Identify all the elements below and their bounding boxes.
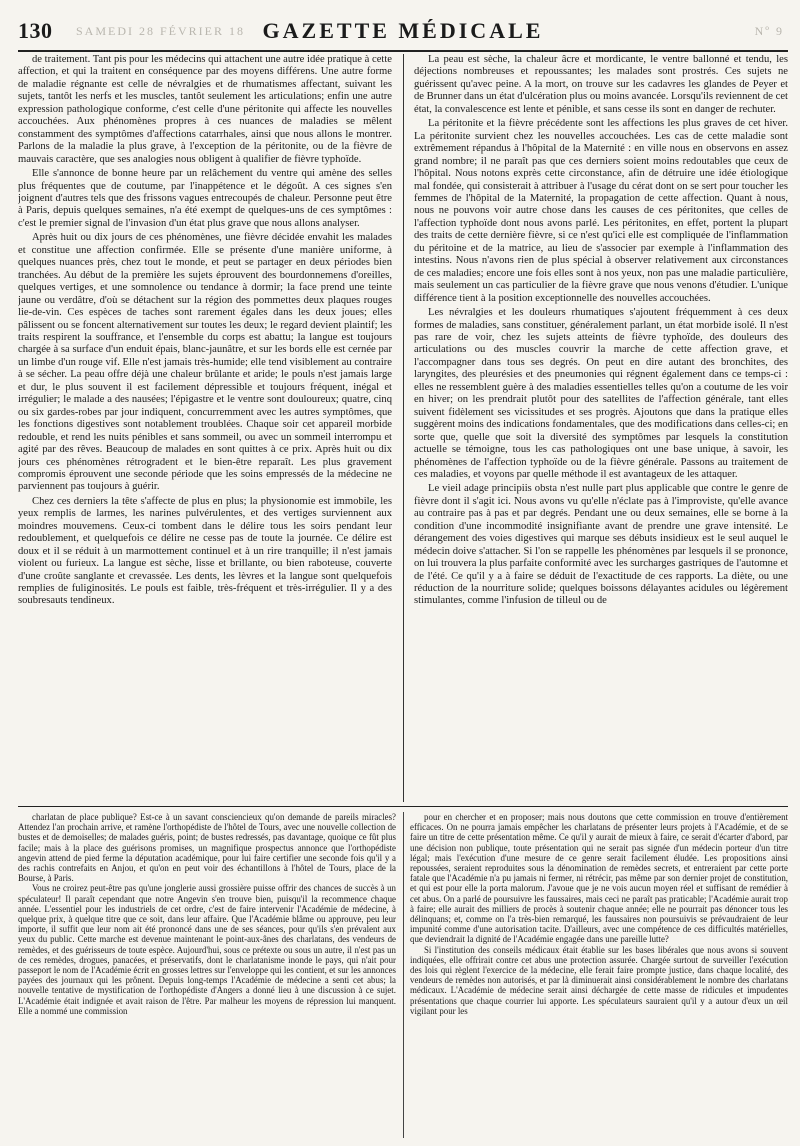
paragraph: Le vieil adage principiis obsta n'est nulle part plus applicable que contre le genre de fièvre dont il s'agit ici. Nous avons vu qu'elle n'éclate pas à l'improviste, qu'elle avance au contraire pas à pas et par degrés. Pendant une ou deux semaines, elle se borne à la condition d'une incommodité insignifiante avant de prendre une grave intensité. Le dérangement des voies digestives qui marque ses débuts insidieux est le seul auquel le médecin doive s'attacher. Si l'on se rappelle les phénomènes par lesquels il se prononce, on lui trouvera la plus parfaite conformité avec les surcharges gastriques de l'automne et de l'été. Ce qu'il y a à faire se déduit de l'exactitude de ces rapports. La diète, ou une réduction de la nourriture solide; quelques boissons délayantes acidules ou légèrement stimulantes, comme l'infusion de tilleul ou de [414, 483, 788, 607]
paragraph: Si l'institution des conseils médicaux était établie sur les bases libérales que nous avons si souvent indiquées, elle offrirait contre cet abus une protection assurée. Chargée surtout de surveiller l'exécution des lois qui règlent l'exercice de la médecine, elle ferait faire prompte justice, dans chaque localité, des vendeurs de remèdes non autorisés, et par là diminuerait ainsi considérablement le nombre des charlatans médicaux. L'Académie de médecine serait ainsi déchargée de cette masse de ridicules et impudentes présentations que chaque courrier lui apporte. Les spéculateurs sauraient qu'il y a autour d'eux un œil vigilant pour les [410, 944, 788, 1016]
paragraph: Après huit ou dix jours de ces phénomènes, une fièvre décidée envahit les malades et constitue une affection confirmée. Elle se présente d'une manière uniforme, à quelques nuances près, chez tout le monde, et peut se partager en deux périodes bien tranchées. Au début de la première les sujets éprouvent des bourdonnemens d'oreilles, quelques vertiges, et une somnolence ou tendance à dormir; la face prend une teinte jaune ou verdâtre, d'où se détachent sur la région des pommettes deux plaques rouges lie-de-vin. Ces espèces de taches sont rarement égales dans les deux joues; elles pâlissent ou se foncent alternativement sur toutes les deux; le regard devient plaintif; les traits respirent la souffrance, et l'ensemble du corps est abattu; la langue est toujours chargée à sa surface d'un enduit épais, blanc-jaunâtre, et sur les bords elle est cernée par un limbe d'un rouge vif. Elle n'est jamais très-humide; elle tend visiblement au contraire à se sécher. La peau offre déjà une chaleur brûlante et aride; le pouls n'est jamais large et dur, le plus souvent il est facilement dépressible et toujours fréquent, inégal et irrégulier; le malade a des nausées; l'épigastre et le ventre sont douloureux; quatre, cinq ou six gardes-robes par jour indiquent, concurremment avec les autres symptômes, que les fonctions digestives sont notablement troublées. Chaque soir cet appareil morbide redouble, et rend les nuits pénibles et sans sommeil, ou avec un sommeil interrompu et agité par des rêves. Beaucoup de malades en sont quittes à ce prix. Après huit ou dix jours ces phénomènes rétrogradent et le bien-être reparaît. Les plus gravement compromis éprouvent une seconde période que les soins empressés de la médecine ne parviennent pas toujours à guérir. [18, 232, 392, 493]
article-left-column [18, 54, 392, 802]
journal-title: GAZETTE MÉDICALE [262, 18, 544, 43]
page-header [18, 14, 788, 52]
page-number: 130 [18, 18, 53, 43]
article-right-column [414, 54, 788, 802]
paragraph: charlatan de place publique? Est-ce à un savant consciencieux qu'on demande de pareils miracles? Attendez l'an prochain arrive, et ramène l'orthopédiste de l'hôtel de Tours, avec une nouvelle collection de bustes et de demoiselles; de malades guéris, point; de bustes redressés, pas davantage, quoique ce fût plus facile; mais à la place des guérisons promises, un magnifique prospectus annonce que l'orthopédiste angevin attend de pied ferme la députation académique, pour lui faire certifier une seconde fois qu'il y a des rachis contrefaits en Anjou, et qu'on en peut voir des échantillons à l'hôtel de Tours, place de la Bourse, à Paris. [18, 812, 396, 884]
paragraph: Elle s'annonce de bonne heure par un relâchement du ventre qui amène des selles plus fréquentes que de coutume, par l'inappétence et le dégoût. A ces signes s'en joignent d'autres tels que des frissons vagues entrecoupés de chaleur. Personne peut être à Paris, depuis quelques semaines, n'a été exempt de quelques-uns de ces symptômes : c'est le premier signal de l'invasion d'un état plus grave que nous allons analyser. [18, 168, 392, 229]
paragraph: La péritonite et la fièvre précédente sont les affections les plus graves de cet hiver. La péritonite survient chez les nouvelles accouchées. Les cas de cette maladie sont extrêmement répandus à l'hôpital de la Maternité : en ville nous en observons en assez grand nombre; il ne paraît pas que ces derniers soient moins redoutables que ceux de l'hôpital. Nous notons exprès cette circonstance, afin de détruire une idée étiologique mal fondée, qui consisterait à attribuer à l'usage du cérat dont on se sert pour toucher les femmes de l'hôpital de la Maternité, la propagation de cette affection. Quant à nous, nous ne pouvons voir autre chose dans les causes de ces péritonites, que celles de l'affection typhoïde dont nous avons parlé. Les péritonites, en effet, portent la plupart des traits de cette dernière fièvre, si ce n'est qu'ici elle est compliquée de l'inflammation du péritoine et de la matrice, au lieu de s'associer par exemple à l'inflammation des intestins. Nous n'avons rien de plus spécial à observer relativement aux circonstances de ces maladies; encore une fois elles sont à nos yeux, non pas une maladie particulière, mais seulement un cas particulier de la fièvre grave que nous venons d'étudier. L'unique différence tient à la position exceptionnelle des nouvelles accouchées. [414, 118, 788, 304]
newspaper-page [18, 14, 788, 1138]
article-body [18, 54, 788, 802]
paragraph: La peau est sèche, la chaleur âcre et mordicante, le ventre ballonné et tendu, les déjections nombreuses et repoussantes; les malades sont prostrés. Ces sujets ne guérissent qu'avec peine. A la mort, on trouve sur les cadavres les glandes de Peyer et de Brunner dans un état d'ulcération plus ou moins avancée. Lorsqu'ils reviennent de cet état, la convalescence est lente et pénible, et sans cesse ils sont en danger de rechuter. [414, 54, 788, 115]
feuilleton-section [18, 812, 788, 1138]
bleed-through-text-right: Nº 9 [754, 24, 784, 38]
feuilleton-column-divider [403, 812, 404, 1138]
paragraph: pour en chercher et en proposer; mais nous doutons que cette commission en trouve d'entièrement efficaces. On ne pourra jamais empêcher les charlatans de présenter leurs projets à l'Académie, et de se faire un titre de cette présentation même. Ce qu'il y aurait de mieux à faire, ce serait d'écarter d'abord, par une décision non publique, toute présentation qui ne serait pas signée d'un médecin porteur d'un titre légal; mais l'exécution d'une mesure de ce genre serait facilement éludée. Les propositions ainsi repoussées, seraient reproduites sous la dénomination de remèdes secrets, et entreraient par cette porte fatale que l'Académie n'a pu jamais ni fermer, ni rétrécir, pas même par son dernier projet de constitution, et qui est pour elle la porta malorum. J'avoue que je ne vois aucun moyen réel et suffisant de remédier à cet abus. On a parlé de poursuivre les faussaires, mais ceci ne paraît pas praticable; l'Académie aurait trop à faire; elle aurait des milliers de procès à soutenir chaque année; elle ne pourrait pas dénoncer tous les délinquans; et, comme on l'a très-bien remarqué, les faussaires non poursuivis se prévaudraient de leur impunité comme d'une autorisation tacite. D'ailleurs, avec une compétence de ces difficultés matérielles, que deviendrait la dignité de l'Académie engagée dans une pareille lutte? [410, 812, 788, 945]
paragraph: Les névralgies et les douleurs rhumatiques s'ajoutent fréquemment à ces deux formes de maladies, sans constituer, généralement parlant, un état morbide isolé. Il n'est pas rare de voir, chez les sujets atteints de fièvre typhoïde, des douleurs des articulations ou des muscles couvrir la marche de cette affection grave, et l'accompagner dans tous ses degrés. On peut en dire autant des bronchites, des laryngites, des pleurésies et des pneumonies qui régnent également dans ce temps-ci : elles ne ressemblent guère à des maladies essentielles telles qu'on a coutume de les voir en hiver; on les prendrait plutôt pour des satellites de l'affection générale, tant elles suivent fidèlement ses vicissitudes et ses progrès. Ajoutons que dans la pratique elles suggèrent moins des indications fondamentales, que des modifications dans celles-ci; en sorte que, quelle que soit la diversité des symptômes par lesquels la constitution actuelle se témoigne, tous les cas pathologiques ont une base unique, à savoir, les phénomènes de l'affection typhoïde ou de la fièvre générale. Passons au traitement de ces maladies, et voyons par quelle méthode il est avantageux de les attaquer. [414, 307, 788, 480]
feuilleton-separator [18, 806, 788, 807]
column-divider [403, 54, 404, 802]
paragraph: de traitement. Tant pis pour les médecins qui attachent une autre idée pratique à cette affection, et qui la traitent en conséquence par des moyens différens. Une autre forme de maladie régnante est celle de névralgies et de rhumatismes affectant, suivant les sujets, tantôt les nerfs et les muscles, tantôt seulement les articulations; enfin une autre expression pathologique conforme, c'est celle d'une péritonite qui affecte les nouvelles accouchées. Aux phénomènes propres à ces nuances de maladies se mêlent constamment des symptômes d'affections catarrhales, ainsi que nous allons le montrer. Parlons de la maladie la plus grave, à l'exception de la péritonite, ou de la fièvre de mauvais caractère, que ses analogies nous obligent à qualifier de fièvre typhoïde. [18, 54, 392, 165]
feuilleton-left-column [18, 812, 396, 1138]
bleed-through-text-left: SAMEDI 28 FÉVRIER 18 [76, 24, 246, 38]
paragraph: Vous ne croirez peut-être pas qu'une jonglerie aussi grossière puisse offrir des chances de succès à un spéculateur! Il paraît cependant que notre Angevin s'en trouve bien, puisqu'il la recommence chaque année. L'essentiel pour les industriels de cet ordre, c'est de faire intervenir l'Académie de médecine, à quelque prix, à quelque titre que ce soit, dans leur affaire. Que l'Académie blâme ou approuve, peu leur importe, il suffit que leur nom ait été prononcé dans une de ses séances, pour qu'ils s'en prévalent aux yeux du public. Cette marche est devenue maintenant le point-aux-ânes des charlatans, des vendeurs de remèdes, et des guérisseurs de toute espèce. Aujourd'hui, sous ce prétexte ou sous un autre, il n'est pas un de ces remèdes, drogues, panacées, et préservatifs, dont le charlatanisme inonde le pays, qui n'ait pour passeport le nom de l'Académie écrit en grosses lettres sur l'enveloppe qui les contient, et sur les annonces payées des journaux qui les prônent. Depuis long-temps l'Académie de médecine a senti cet abus; la nouvelle tentative de mystification de l'orthopédiste d'Angers a donné lieu à une discussion à ce sujet. L'Académie était indignée et avait raison de l'être. Par malheur les moyens de répression lui manquent. Elle a nommé une commission [18, 883, 396, 1016]
paragraph: Chez ces derniers la tête s'affecte de plus en plus; la physionomie est immobile, les yeux remplis de larmes, les narines pulvérulentes, et des vertiges surviennent aux moindres mouvemens. Ceux-ci tombent dans le délire tous les soirs pendant leur redoublement, et quelquefois ce délire ne cesse pas de toute la journée. Ce délire est doux et il se réduit à un marmottement continuel et à un rire tranquille; il n'est jamais violent ou furieux. La langue est sèche, lisse et brillante, ou bien raboteuse, couverte d'une croûte sanglante et crevassée. Les dents, les lèvres et la langue sont quelquefois remplies de fuliginosités. Le pouls est faible, très-fréquent et très-irrégulier. Il y a des soubresauts tendineux. [18, 495, 392, 607]
feuilleton-right-column [410, 812, 788, 1138]
